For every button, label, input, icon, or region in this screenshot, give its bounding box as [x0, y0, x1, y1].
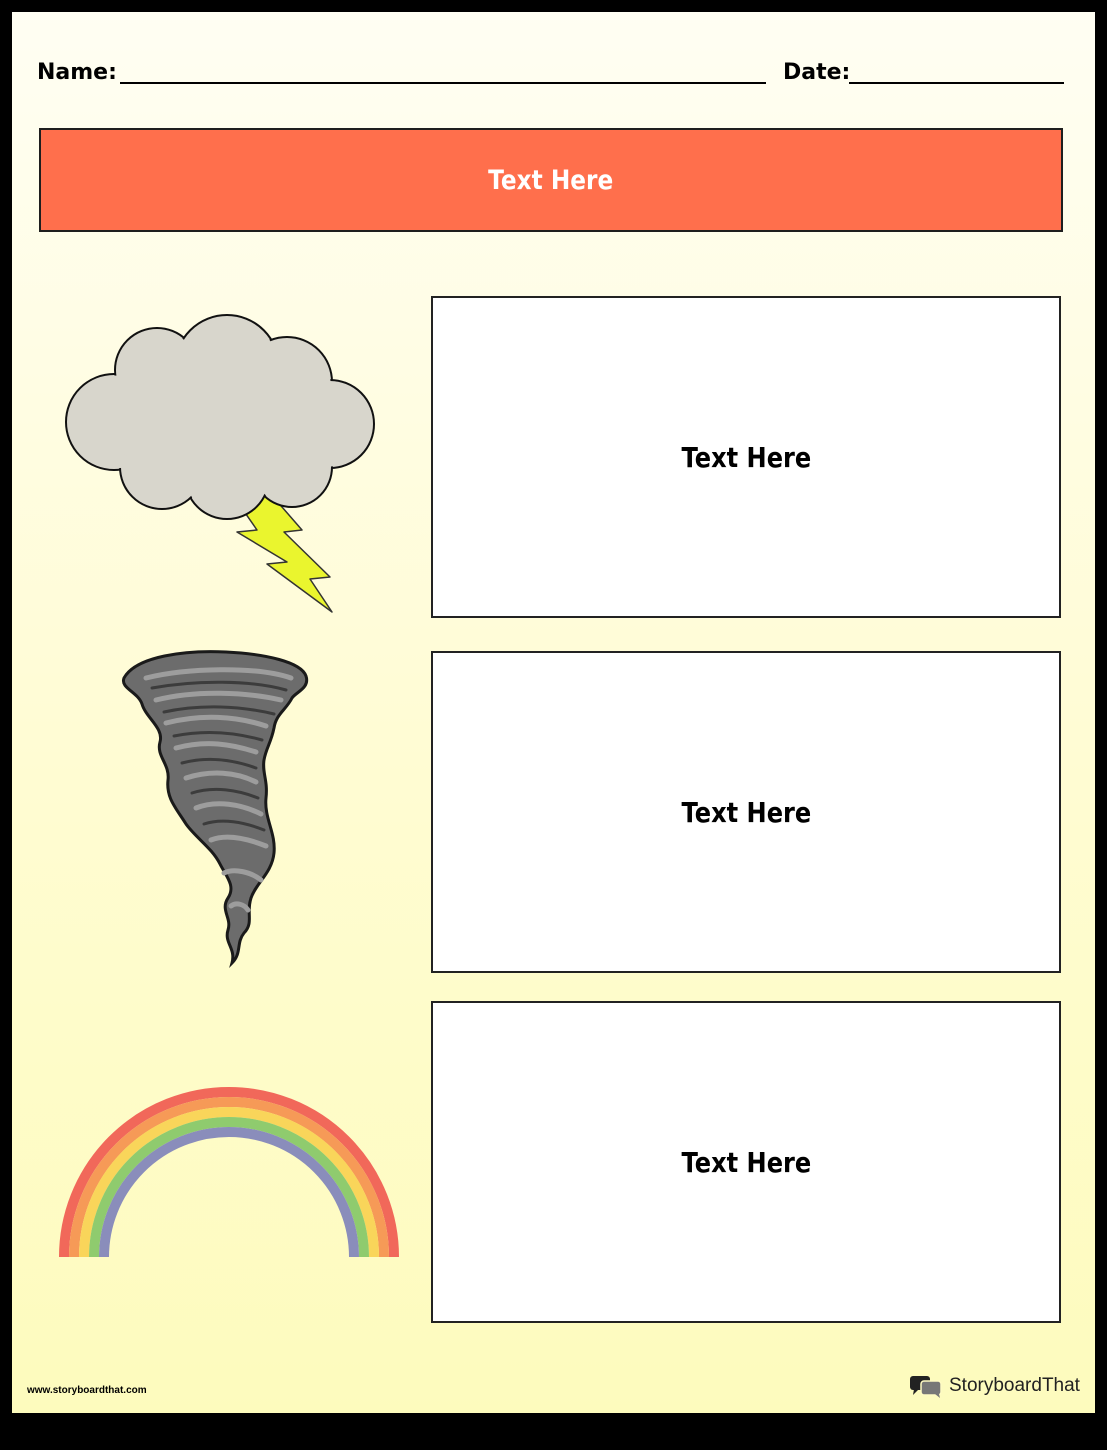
text-box-3[interactable] — [431, 1001, 1061, 1323]
date-label: Date: — [783, 60, 851, 85]
text-box-3-text: Text Here — [681, 1145, 811, 1179]
name-field[interactable] — [120, 82, 766, 84]
footer-url: www.storyboardthat.com — [27, 1385, 147, 1396]
title-banner[interactable] — [39, 128, 1063, 232]
title-banner-text: Text Here — [488, 164, 614, 196]
storm-cloud-lightning-icon — [62, 312, 392, 617]
logo-text: StoryboardThat — [949, 1375, 1080, 1396]
rainbow-icon — [58, 1087, 400, 1262]
tornado-icon — [116, 648, 316, 968]
text-box-2-text: Text Here — [681, 795, 811, 829]
date-field[interactable] — [849, 82, 1064, 84]
text-box-2[interactable] — [431, 651, 1061, 973]
storyboardthat-logo — [909, 1374, 1080, 1398]
worksheet-page — [12, 12, 1095, 1413]
text-box-1-text: Text Here — [681, 440, 811, 474]
text-box-1[interactable] — [431, 296, 1061, 618]
speech-bubbles-icon — [909, 1374, 943, 1398]
name-label: Name: — [37, 60, 117, 85]
